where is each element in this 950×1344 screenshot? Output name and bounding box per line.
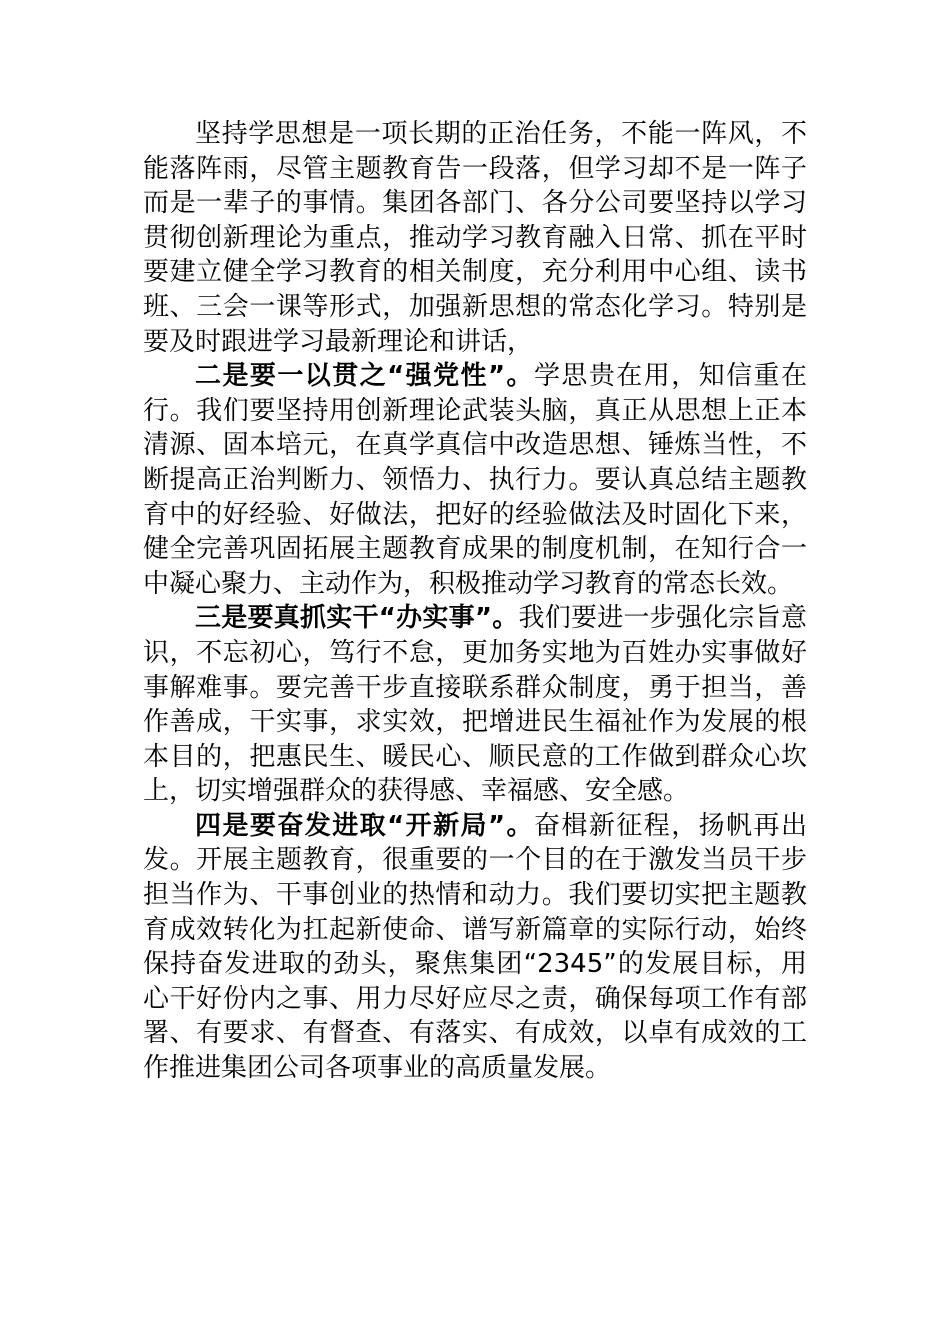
document-body: [143, 117, 807, 1086]
paragraph-2-lead: 二是要一以贯之“强党性”。: [195, 361, 534, 392]
paragraph-3-text: 我们要进一步强化宗旨意识，不忘初心，笃行不怠，更加务实地为百姓办实事做好事解难事。要完善干步直接联系群众制度，勇于担当，善作善成，干实事，求实效，把增进民生福祉作为发展的根本目的，把惠民生、暖民心、顺民意的工作做到群众心坎上，切实增强群众的获得感、幸福感、安全感。: [143, 603, 807, 807]
paragraph-1: [143, 117, 807, 359]
paragraph-4-text: 奋楫新征程，扬帆再出发。开展主题教育，很重要的一个目的在于激发当员干步担当作为、干事创业的热情和动力。我们要切实把主题教育成效转化为扛起新使命、谱写新篇章的实际行动，始终保持奋发进取的劲头，聚焦集团“2345”的发展目标，用心干好份内之事、用力尽好应尽之责，确保每项工作有部署、有要求、有督查、有落实、有成效，以卓有成效的工作推进集团公司各项事业的高质量发展。: [143, 810, 807, 1084]
paragraph-2-text: 学思贵在用，知信重在行。我们要坚持用创新理论武装头脑，真正从思想上正本清源、固本培元，在真学真信中改造思想、锤炼当性，不断提高正治判断力、领悟力、执行力。要认真总结主题教育中的好经验、好做法，把好的经验做法及时固化下来，健全完善巩固拓展主题教育成果的制度机制，在知行合一中凝心聚力、主动作为，积极推动学习教育的常态长效。: [143, 361, 807, 599]
paragraph-2: [143, 359, 807, 601]
paragraph-4: [143, 809, 807, 1086]
paragraph-3: [143, 601, 807, 809]
paragraph-3-lead: 三是要真抓实干“办实事”。: [195, 603, 519, 634]
paragraph-1-text: 坚持学思想是一项长期的正治任务，不能一阵风，不能落阵雨，尽管主题教育告一段落，但学习却不是一阵子而是一辈子的事情。集团各部门、各分公司要坚持以学习贯彻创新理论为重点，推动学习教育融入日常、抓在平时要建立健全学习教育的相关制度，充分利用中心组、读书班、三会一课等形式，加强新思想的常态化学习。特别是要及时跟进学习最新理论和讲话，: [143, 119, 807, 357]
paragraph-4-lead: 四是要奋发进取“开新局”。: [195, 810, 534, 841]
